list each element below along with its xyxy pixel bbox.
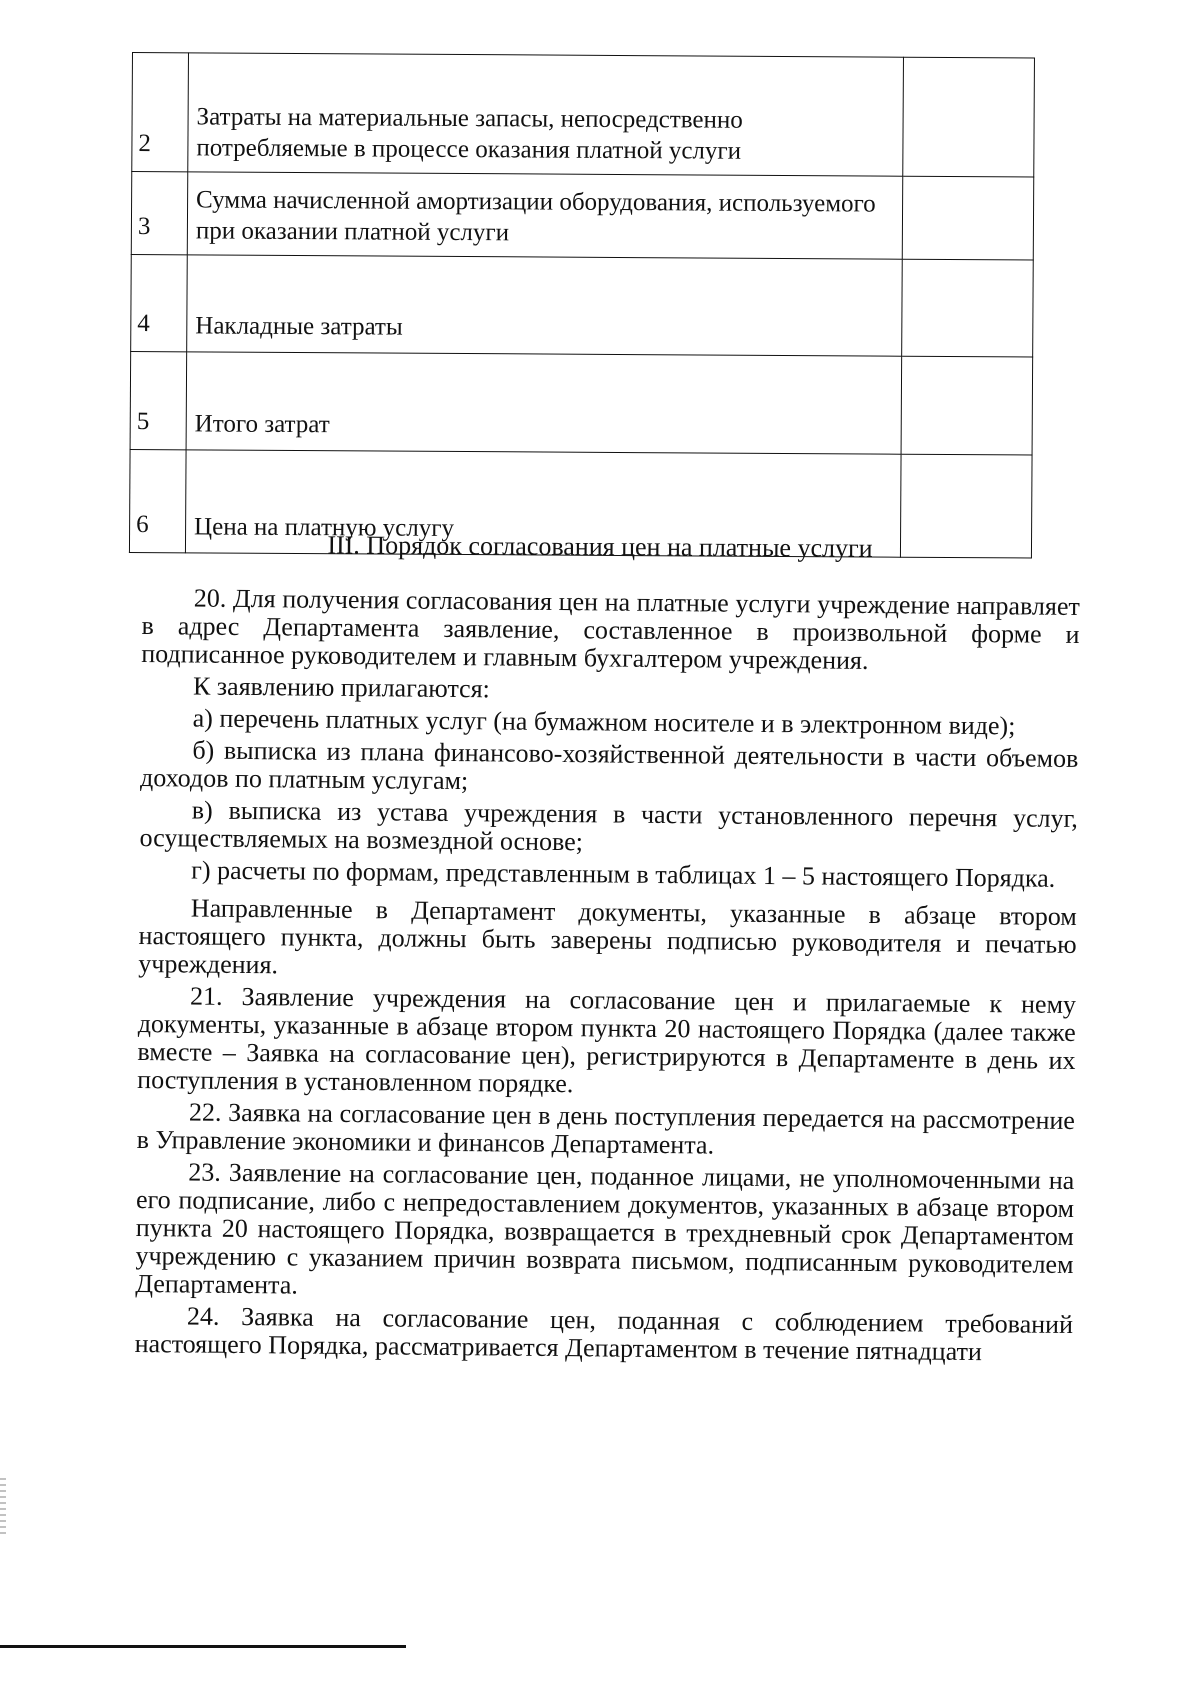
paragraph-21: 21. Заявление учреждения на согласование цен и прилагаемые к нему документы, указанные в абзаце втором пункта 20 настоящего Порядка (далее также вместе – Заявка на согласование цен), регистрируются в Департаменте в день их поступления в установленном порядке. — [137, 981, 1077, 1099]
paragraph-24: 24. Заявка на согласование цен, поданная с соблюдением требований настоящего Порядка, рассматривается Департаментом в течение пятнадцати — [134, 1301, 1074, 1367]
scan-noise — [0, 1478, 6, 1538]
row-label: Накладные затраты — [187, 255, 903, 356]
scan-edge-line — [0, 1645, 406, 1648]
row-label: Итого затрат — [186, 352, 902, 454]
row-value — [902, 259, 1034, 357]
list-item-g: г) расчеты по формам, представленным в таблицах 1 – 5 настоящего Порядка. — [191, 855, 1056, 893]
table-row — [131, 254, 1034, 357]
document-body — [135, 584, 1080, 1367]
paragraph-20: 20. Для получения согласования цен на платные услуги учреждение направляет в адрес Департамента заявление, составленное в произвольной форме и подписанное руководителем и главным бухгалтером учреждения. — [141, 583, 1080, 675]
row-number: 3 — [131, 172, 188, 255]
row-label: Сумма начисленной амортизации оборудования, используемого при оказании платной услуги — [187, 172, 902, 259]
attachments-intro: К заявлению прилагаются: — [192, 671, 490, 704]
row-value — [901, 356, 1033, 455]
section-title: III. Порядок согласования цен на платные услуги — [327, 530, 873, 563]
certification-paragraph: Направленные в Департамент документы, указанные в абзаце втором настоящего пункта, должны быть заверены подписью руководителя и печатью учреждения. — [138, 893, 1077, 980]
table-row — [132, 53, 1035, 178]
table-row — [131, 172, 1033, 261]
row-number: 6 — [129, 449, 186, 552]
row-value — [903, 57, 1035, 177]
paragraph-23: 23. Заявление на согласование цен, поданное лицами, не уполномоченными на его подписание, либо с непредоставлением документов, указанных в абзаце втором пункта 20 настоящего Порядка, возвращается в трехдневный срок Департаментом учреждению с указанием причин возврата письмом, подписанным руководителем Департамента. — [135, 1157, 1075, 1300]
list-item-a: а) перечень платных услуг (на бумажном носителе и в электронном виде); — [192, 703, 1016, 741]
row-label: Цена на платную услугу — [185, 450, 901, 557]
row-value — [902, 176, 1034, 260]
row-number: 5 — [130, 351, 187, 449]
table-row — [130, 351, 1033, 455]
list-item-v: в) выписка из устава учреждения в части установленного перечня услуг, осуществляемых на возмездной основе; — [139, 795, 1078, 857]
row-number: 2 — [132, 53, 189, 172]
paragraph-22: 22. Заявка на согласование цен в день поступления передается на рассмотрение в Управление экономики и финансов Департамента. — [136, 1097, 1076, 1160]
row-number: 4 — [131, 254, 188, 351]
list-item-b: б) выписка из плана финансово-хозяйственной деятельности в части объемов доходов по платным услугам; — [140, 735, 1079, 796]
cost-table — [129, 52, 1035, 559]
row-label: Затраты на материальные запасы, непосредственно потребляемые в процессе оказания платной услуги — [188, 53, 904, 176]
